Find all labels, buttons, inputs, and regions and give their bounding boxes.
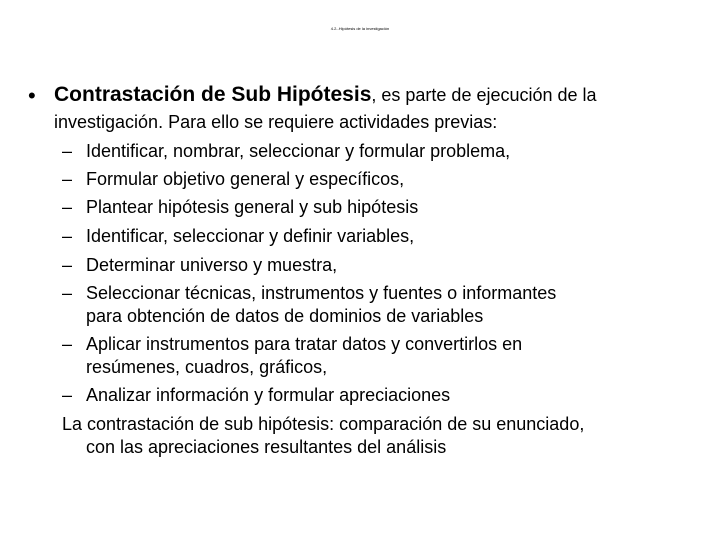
dash-icon: – [62, 283, 73, 303]
list-item: Seleccionar técnicas, instrumentos y fuentes o informantes [86, 283, 557, 303]
dash-icon: – [62, 385, 73, 405]
dash-icon: – [62, 226, 73, 246]
list-item: Formular objetivo general y específicos, [86, 169, 405, 189]
conclusion-continuation: con las apreciaciones resultantes del análisis [86, 437, 447, 457]
main-bullet-line [54, 84, 597, 106]
list-item: Identificar, nombrar, seleccionar y formular problema, [86, 141, 511, 161]
list-item: Aplicar instrumentos para tratar datos y convertirlos en [86, 334, 523, 354]
list-item-continuation: para obtención de datos de dominios de variables [86, 306, 484, 326]
main-bullet-continuation: investigación. Para ello se requiere actividades previas: [54, 112, 498, 132]
dash-icon: – [62, 334, 73, 354]
main-bullet-bold: Contrastación de Sub Hipótesis [54, 83, 372, 106]
slide-title: 4.2.-Hipótesis de la investigación [330, 26, 390, 31]
list-item: Determinar universo y muestra, [86, 255, 338, 275]
list-item: Plantear hipótesis general y sub hipótesis [86, 197, 419, 217]
list-item-continuation: resúmenes, cuadros, gráficos, [86, 357, 328, 377]
slide-author [0, 48, 720, 64]
dash-icon: – [62, 197, 73, 217]
dash-icon: – [62, 141, 73, 161]
main-bullet-rest: , es parte de ejecución de la [371, 85, 597, 105]
conclusion-line: La contrastación de sub hipótesis: comparación de su enunciado, [62, 414, 585, 434]
list-item: Identificar, seleccionar y definir variables, [86, 226, 415, 246]
bullet-icon: • [28, 83, 36, 108]
list-item: Analizar información y formular apreciaciones [86, 385, 451, 405]
dash-icon: – [62, 255, 73, 275]
dash-icon: – [62, 169, 73, 189]
